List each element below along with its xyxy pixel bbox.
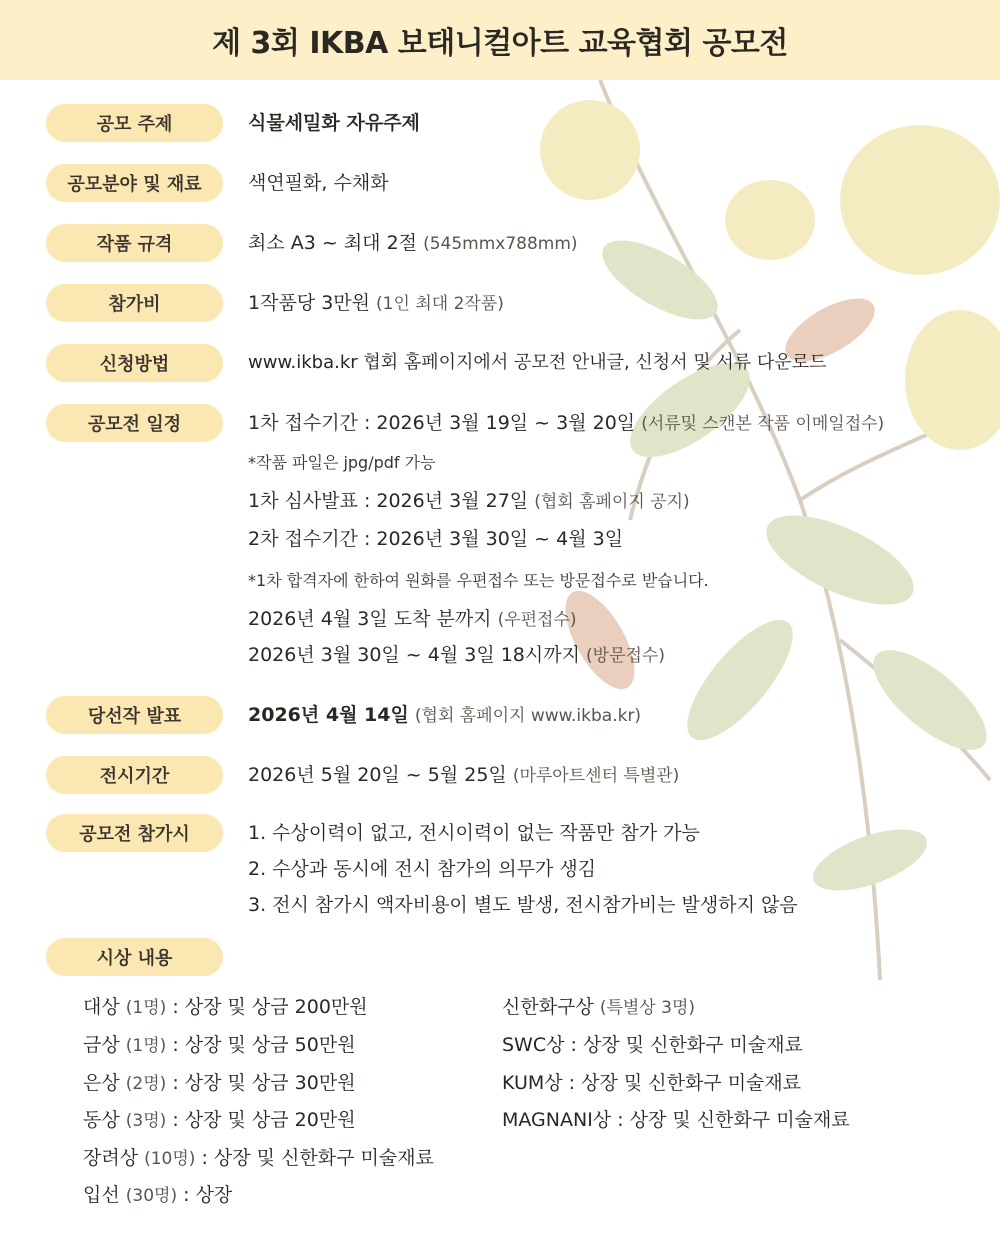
award-item: KUM상 : 상장 및 신한화구 미술재료 [502, 1072, 802, 1094]
page-title: 제 3회 IKBA 보태니컬아트 교육협회 공모전 [212, 26, 788, 61]
notice-label: 공모전 참가시 [46, 814, 223, 852]
notice-line-2: 2. 수상과 동시에 전시 참가의 의무가 생김 [248, 858, 597, 880]
award-item: 금상 (1명) : 상장 및 상금 50만원 [83, 1034, 356, 1056]
exhibit-label: 전시기간 [46, 756, 223, 794]
size-label: 작품 규격 [46, 224, 223, 262]
awards-label: 시상 내용 [46, 938, 223, 976]
schedule-line-3: 1차 심사발표 : 2026년 3월 27일 (협회 홈페이지 공지) [248, 490, 690, 512]
apply-label: 신청방법 [46, 344, 223, 382]
award-item: 입선 (30명) : 상장 [83, 1184, 233, 1206]
schedule-line-2: *작품 파일은 jpg/pdf 가능 [248, 453, 436, 472]
apply-value: www.ikba.kr 협회 홈페이지에서 공모전 안내글, 신청서 및 서류 다운로드 [248, 352, 827, 373]
award-item: MAGNANI상 : 상장 및 신한화구 미술재료 [502, 1109, 850, 1131]
award-item: 동상 (3명) : 상장 및 상금 20만원 [83, 1109, 356, 1131]
schedule-line-6: 2026년 4월 3일 도착 분까지 (우편접수) [248, 608, 577, 630]
theme-value: 식물세밀화 자유주제 [248, 112, 420, 134]
field-label: 공모분야 및 재료 [46, 164, 223, 202]
award-item: 신한화구상 (특별상 3명) [502, 996, 696, 1018]
award-item: 은상 (2명) : 상장 및 상금 30만원 [83, 1072, 356, 1094]
announce-label: 당선작 발표 [46, 696, 223, 734]
schedule-label: 공모전 일정 [46, 404, 223, 442]
award-item: 대상 (1명) : 상장 및 상금 200만원 [83, 996, 368, 1018]
schedule-line-4: 2차 접수기간 : 2026년 3월 30일 ~ 4월 3일 [248, 528, 624, 550]
schedule-line-5: *1차 합격자에 한하여 원화를 우편접수 또는 방문접수로 받습니다. [248, 571, 709, 590]
announce-value: 2026년 4월 14일 (협회 홈페이지 www.ikba.kr) [248, 704, 642, 726]
field-value: 색연필화, 수채화 [248, 172, 389, 194]
award-item: SWC상 : 상장 및 신한화구 미술재료 [502, 1034, 803, 1056]
fee-label: 참가비 [46, 284, 223, 322]
theme-label: 공모 주제 [46, 104, 223, 142]
notice-line-3: 3. 전시 참가시 액자비용이 별도 발생, 전시참가비는 발생하지 않음 [248, 894, 798, 916]
award-item: 장려상 (10명) : 상장 및 신한화구 미술재료 [83, 1147, 434, 1169]
fee-value: 1작품당 3만원 (1인 최대 2작품) [248, 292, 504, 314]
header-banner [0, 0, 1000, 80]
exhibit-value: 2026년 5월 20일 ~ 5월 25일 (마루아트센터 특별관) [248, 764, 680, 786]
notice-line-1: 1. 수상이력이 없고, 전시이력이 없는 작품만 참가 가능 [248, 822, 700, 844]
schedule-line-1: 1차 접수기간 : 2026년 3월 19일 ~ 3월 20일 (서류및 스캔본 작품 이메일접수) [248, 412, 885, 434]
size-value: 최소 A3 ~ 최대 2절 (545mmx788mm) [248, 232, 578, 254]
schedule-line-7: 2026년 3월 30일 ~ 4월 3일 18시까지 (방문접수) [248, 644, 665, 666]
